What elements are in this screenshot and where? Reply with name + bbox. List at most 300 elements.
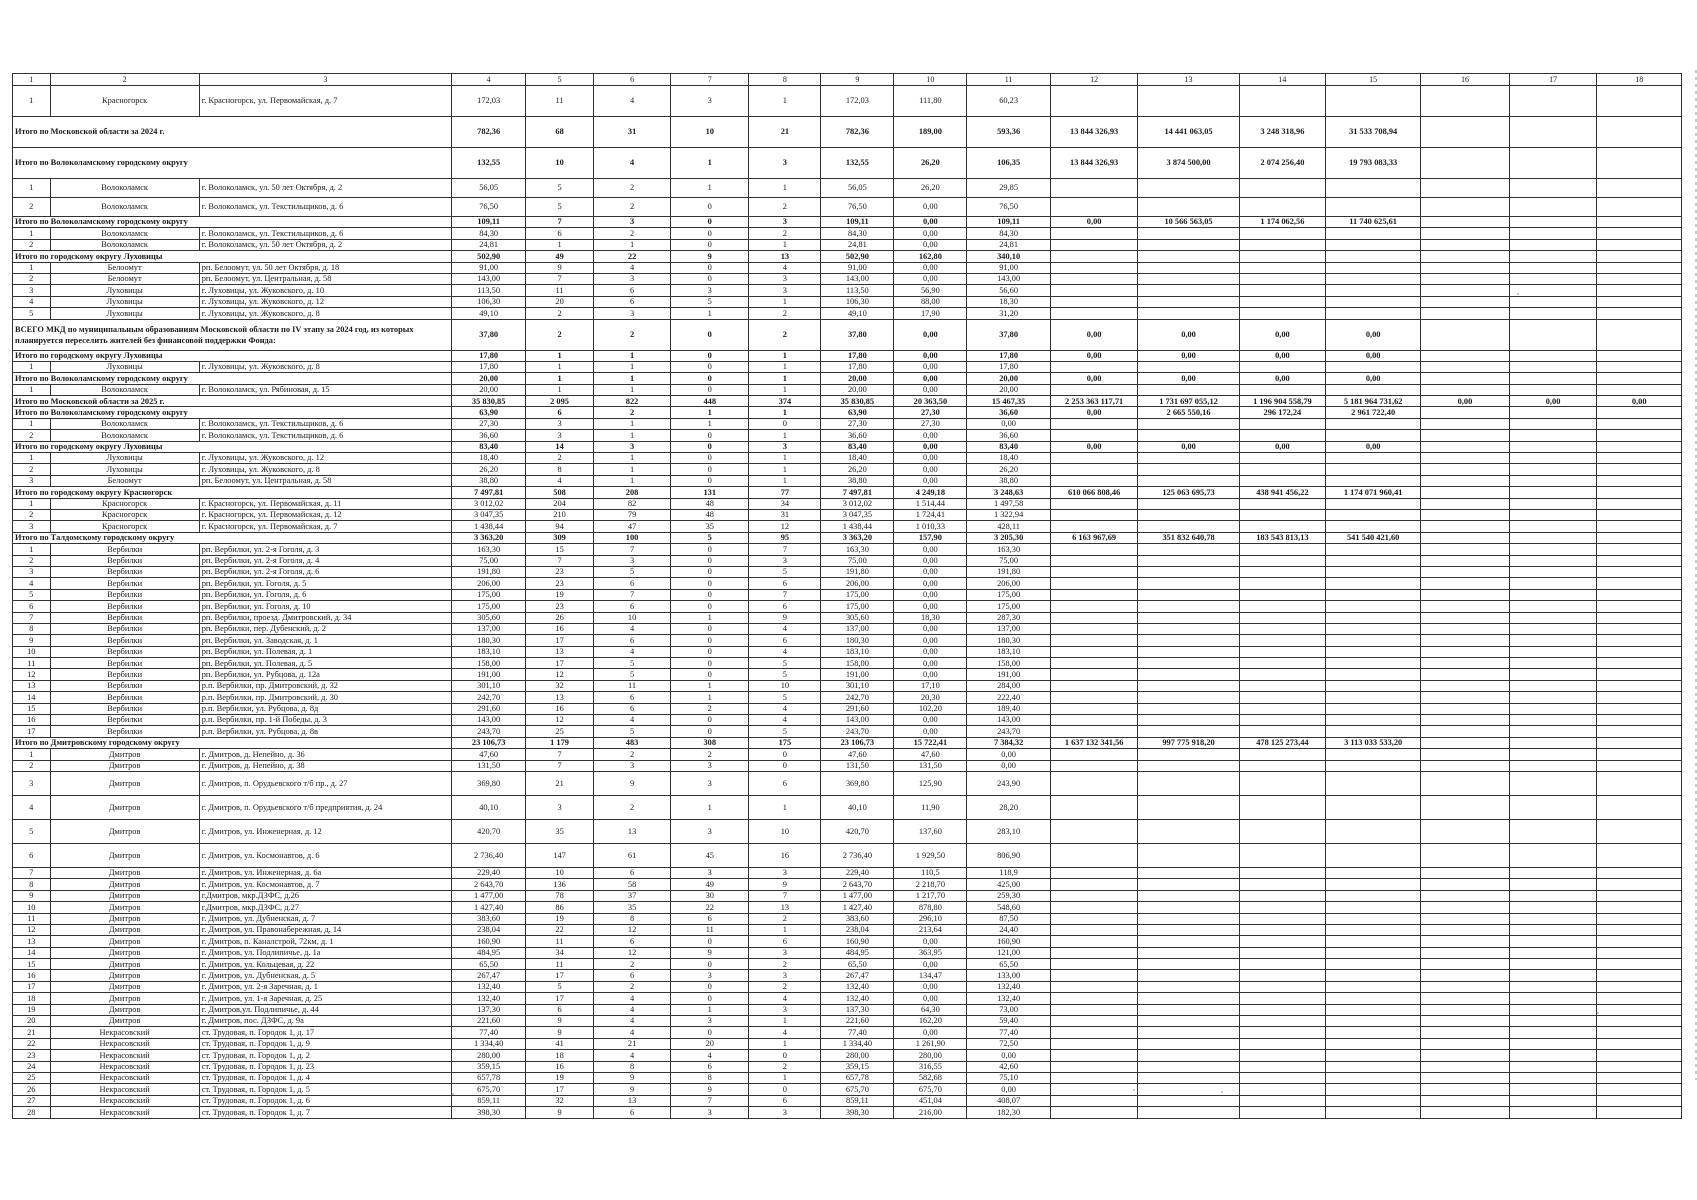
table-cell: 2 [593, 981, 670, 992]
table-cell [1509, 692, 1597, 703]
row-number: 2 [13, 273, 51, 284]
table-cell: 0,00 [1050, 407, 1138, 418]
table-cell [1509, 612, 1597, 623]
subtotal-row [13, 117, 1682, 148]
table-cell: 5 [671, 532, 749, 543]
table-cell [1050, 715, 1138, 726]
subtotal-row [13, 487, 1682, 498]
table-cell [1138, 384, 1239, 395]
table-cell [1597, 771, 1682, 795]
table-cell: 48 [671, 509, 749, 520]
table-cell [1138, 251, 1239, 262]
table-cell: 86 [526, 902, 594, 913]
table-cell: 0,00 [894, 262, 967, 273]
table-cell [1597, 601, 1682, 612]
table-cell: 301,10 [452, 680, 526, 691]
table-cell [1421, 498, 1510, 509]
table-cell: 137,30 [821, 1004, 894, 1015]
table-cell [1326, 555, 1421, 566]
table-cell [1597, 566, 1682, 577]
table-cell [1050, 646, 1138, 657]
table-cell: 143,00 [452, 273, 526, 284]
address: р.п. Вербилки, ул. Рубцова, д. 8в [199, 726, 451, 737]
table-cell [1138, 453, 1239, 464]
address: г. Дмитров, ул. Дубненская, д. 7 [199, 913, 451, 924]
table-cell [1050, 760, 1138, 771]
table-cell [1239, 384, 1326, 395]
table-cell [1421, 843, 1510, 867]
table-cell [1050, 453, 1138, 464]
table-cell: 5 [749, 566, 821, 577]
table-cell: 3 [749, 947, 821, 958]
table-cell [1326, 1107, 1421, 1118]
table-cell: 132,40 [967, 981, 1050, 992]
row-number: 6 [13, 843, 51, 867]
table-cell: 1 [526, 350, 594, 361]
row-number: 16 [13, 715, 51, 726]
table-cell: 0 [671, 601, 749, 612]
table-cell: 3 [671, 1016, 749, 1027]
table-row [13, 970, 1682, 981]
table-cell: 5 [749, 658, 821, 669]
table-cell: 243,70 [821, 726, 894, 737]
table-cell: 3 [749, 1004, 821, 1015]
table-cell: 1 174 071 960,41 [1326, 487, 1421, 498]
row-number: 10 [13, 646, 51, 657]
table-cell [1597, 464, 1682, 475]
table-cell: 4 [749, 623, 821, 634]
table-row [13, 1050, 1682, 1061]
table-cell: 3 [593, 308, 670, 319]
table-cell: 20,30 [894, 692, 967, 703]
subtotal-label: Итого по Волоколамскому городскому округу [13, 407, 452, 418]
table-cell: 16 [749, 843, 821, 867]
table-cell [1239, 947, 1326, 958]
table-cell [1421, 285, 1510, 296]
table-cell: 541 540 421,60 [1326, 532, 1421, 543]
table-cell: 0,00 [894, 646, 967, 657]
table-cell: 132,40 [452, 993, 526, 1004]
column-number: 18 [1597, 74, 1682, 86]
table-cell: 37 [593, 890, 670, 901]
table-cell: 27,30 [894, 418, 967, 429]
table-cell: 0,00 [894, 228, 967, 239]
table-cell [1138, 1084, 1239, 1095]
table-cell [1509, 262, 1597, 273]
table-cell [1326, 612, 1421, 623]
table-cell: 12 [593, 947, 670, 958]
municipality: Белоомут [50, 475, 199, 486]
table-cell: 2 [526, 319, 594, 350]
table-cell [1050, 1073, 1138, 1084]
row-number: 11 [13, 913, 51, 924]
table-cell: 0 [671, 555, 749, 566]
table-cell [1597, 407, 1682, 418]
table-cell: 132,55 [452, 148, 526, 179]
table-cell [1239, 703, 1326, 714]
table-cell [1326, 635, 1421, 646]
table-cell [1050, 251, 1138, 262]
table-cell [1138, 475, 1239, 486]
table-cell [1421, 993, 1510, 1004]
table-cell [1050, 658, 1138, 669]
table-cell [1138, 361, 1239, 372]
table-cell [1421, 749, 1510, 760]
table-cell [1509, 726, 1597, 737]
table-cell [1597, 737, 1682, 748]
table-cell: 14 441 063,05 [1138, 117, 1239, 148]
table-cell: 102,20 [894, 703, 967, 714]
table-cell: 548,60 [967, 902, 1050, 913]
subtotal-row [13, 532, 1682, 543]
municipality: Дмитров [50, 970, 199, 981]
table-cell: 60,23 [967, 86, 1050, 117]
table-cell: 2 [749, 228, 821, 239]
municipality: Дмитров [50, 879, 199, 890]
table-cell: 0 [671, 669, 749, 680]
table-cell [1138, 703, 1239, 714]
table-cell: 1 [671, 407, 749, 418]
table-cell: 280,00 [452, 1050, 526, 1061]
table-cell [1326, 879, 1421, 890]
table-cell: 34 [749, 498, 821, 509]
table-cell: 484,95 [821, 947, 894, 958]
table-cell: 1 477,00 [821, 890, 894, 901]
table-cell [1138, 1061, 1239, 1072]
subtotal-row [13, 148, 1682, 179]
table-cell [1239, 1073, 1326, 1084]
table-cell: 189,40 [967, 703, 1050, 714]
table-cell: 17,80 [821, 350, 894, 361]
table-cell: 7 [593, 589, 670, 600]
table-cell [1050, 361, 1138, 372]
scan-speck [452, 1093, 454, 1095]
table-cell [1509, 373, 1597, 384]
municipality: Красногорск [50, 498, 199, 509]
table-cell [1597, 578, 1682, 589]
table-cell [1326, 867, 1421, 878]
table-cell: 22 [593, 251, 670, 262]
subtotal-row [13, 251, 1682, 262]
table-cell: 40,10 [452, 795, 526, 819]
table-cell [1326, 843, 1421, 867]
table-cell [1421, 612, 1510, 623]
table-cell: 4 [593, 1016, 670, 1027]
table-cell [1239, 430, 1326, 441]
table-cell: 131,50 [452, 760, 526, 771]
table-cell: 180,30 [967, 635, 1050, 646]
table-cell: 17 [526, 658, 594, 669]
table-cell: 19 793 083,33 [1326, 148, 1421, 179]
municipality: Дмитров [50, 867, 199, 878]
table-cell [1597, 239, 1682, 250]
table-cell [1239, 749, 1326, 760]
table-cell: 1 179 [526, 737, 594, 748]
table-cell [1421, 475, 1510, 486]
row-number: 8 [13, 879, 51, 890]
table-cell [1239, 198, 1326, 217]
table-cell: 13 [526, 692, 594, 703]
table-cell [1326, 475, 1421, 486]
table-cell [1597, 487, 1682, 498]
table-cell: 6 [526, 407, 594, 418]
table-cell: 4 [749, 262, 821, 273]
table-cell: 143,00 [821, 273, 894, 284]
table-cell [1509, 509, 1597, 520]
table-cell: 10 [526, 148, 594, 179]
table-cell: 106,35 [967, 148, 1050, 179]
table-cell: 6 [593, 936, 670, 947]
table-row [13, 1107, 1682, 1118]
table-cell: 5 [749, 726, 821, 737]
column-number: 10 [894, 74, 967, 86]
table-cell: 374 [749, 396, 821, 407]
table-cell [1138, 890, 1239, 901]
table-row [13, 198, 1682, 217]
table-cell [1326, 521, 1421, 532]
table-cell: 0,00 [894, 726, 967, 737]
row-number: 10 [13, 902, 51, 913]
table-cell: 0,00 [1138, 319, 1239, 350]
table-cell [1509, 646, 1597, 657]
table-cell: 41 [526, 1038, 594, 1049]
table-cell [1138, 430, 1239, 441]
table-cell: 10 [593, 612, 670, 623]
table-cell: 0,00 [894, 373, 967, 384]
address: г. Дмитров, пос. ДЗФС, д. 9а [199, 1016, 451, 1027]
table-cell [1509, 179, 1597, 198]
address: рп. Белоомут, ул. Центральная, д. 58 [199, 273, 451, 284]
table-cell [1138, 970, 1239, 981]
table-cell: 13 844 326,93 [1050, 117, 1138, 148]
table-cell: 163,30 [452, 544, 526, 555]
table-cell: 0 [671, 228, 749, 239]
table-cell: 6 [526, 1004, 594, 1015]
table-row [13, 555, 1682, 566]
table-cell: 243,90 [967, 771, 1050, 795]
table-cell [1509, 239, 1597, 250]
table-cell [1421, 646, 1510, 657]
table-cell [1239, 1061, 1326, 1072]
table-cell: 3 [749, 273, 821, 284]
table-cell [1326, 578, 1421, 589]
table-cell: 1 724,41 [894, 509, 967, 520]
table-cell: 0,00 [967, 749, 1050, 760]
table-cell [1597, 117, 1682, 148]
table-row [13, 1004, 1682, 1015]
table-row [13, 936, 1682, 947]
table-cell: 24,40 [967, 924, 1050, 935]
table-cell [1421, 680, 1510, 691]
table-cell [1050, 902, 1138, 913]
table-cell [1239, 1095, 1326, 1106]
table-cell [1597, 879, 1682, 890]
table-cell [1138, 589, 1239, 600]
table-cell: 30 [671, 890, 749, 901]
table-cell: 82 [593, 498, 670, 509]
table-cell [1326, 1061, 1421, 1072]
table-cell: 0,00 [894, 430, 967, 441]
table-cell: 1 [671, 612, 749, 623]
address: г. Дмитров, д. Непейно, д. 38 [199, 760, 451, 771]
row-number: 1 [13, 262, 51, 273]
table-cell [1138, 771, 1239, 795]
table-cell [1138, 760, 1239, 771]
table-cell: 0 [671, 475, 749, 486]
table-cell: 65,50 [821, 959, 894, 970]
table-cell: 7 384,32 [967, 737, 1050, 748]
table-cell [1421, 1004, 1510, 1015]
table-cell [1050, 1084, 1138, 1095]
address: г.Дмитров, мкр.ДЗФС, д.27 [199, 902, 451, 913]
table-cell [1050, 384, 1138, 395]
table-cell: 4 [749, 715, 821, 726]
table-cell [1421, 509, 1510, 520]
table-cell: 12 [593, 924, 670, 935]
table-cell: 0,00 [894, 669, 967, 680]
table-cell [1239, 308, 1326, 319]
table-row [13, 464, 1682, 475]
table-cell: 5 [593, 669, 670, 680]
table-cell: 238,04 [452, 924, 526, 935]
address: г. Волоколамск, ул. Текстильщиков, д. 6 [199, 228, 451, 239]
table-cell: 305,60 [821, 612, 894, 623]
table-cell: 47,60 [452, 749, 526, 760]
table-cell [1421, 890, 1510, 901]
table-cell: 18,30 [967, 296, 1050, 307]
table-cell [1421, 566, 1510, 577]
table-cell: 36,60 [967, 430, 1050, 441]
table-cell: 428,11 [967, 521, 1050, 532]
table-cell: 213,64 [894, 924, 967, 935]
table-cell: 2 [749, 913, 821, 924]
municipality: Дмитров [50, 890, 199, 901]
table-cell: 221,60 [452, 1016, 526, 1027]
table-cell: 175 [749, 737, 821, 748]
municipality: Некрасовский [50, 1038, 199, 1049]
row-number: 14 [13, 692, 51, 703]
address: рп. Вербилки, проезд. Дмитровский, д. 34 [199, 612, 451, 623]
table-cell: 75,00 [452, 555, 526, 566]
table-cell [1509, 521, 1597, 532]
table-cell [1138, 296, 1239, 307]
table-cell: 2 736,40 [821, 843, 894, 867]
table-cell: 87,50 [967, 913, 1050, 924]
table-cell: 1 [749, 86, 821, 117]
municipality: Дмитров [50, 795, 199, 819]
table-cell: 7 [526, 760, 594, 771]
table-cell: 6 [593, 970, 670, 981]
table-cell [1326, 228, 1421, 239]
address: г. Дмитров, п. Каналстрой, 72км, д. 1 [199, 936, 451, 947]
table-cell: 1 [671, 692, 749, 703]
table-cell [1138, 228, 1239, 239]
table-cell: 2 [749, 981, 821, 992]
table-cell: 0,00 [894, 623, 967, 634]
table-cell [1326, 262, 1421, 273]
table-cell: 132,40 [452, 981, 526, 992]
table-cell [1509, 902, 1597, 913]
table-cell: 84,30 [967, 228, 1050, 239]
table-row [13, 959, 1682, 970]
table-cell: 3 [593, 441, 670, 452]
table-cell: 2 [593, 198, 670, 217]
table-cell: 484,95 [452, 947, 526, 958]
address: р.п. Вербилки, ул. Рубцова, д. 8д [199, 703, 451, 714]
table-cell: 68 [526, 117, 594, 148]
table-cell [1421, 179, 1510, 198]
table-cell: 309 [526, 532, 594, 543]
table-cell: 28,20 [967, 795, 1050, 819]
table-cell: 63,90 [452, 407, 526, 418]
table-cell: 17,80 [452, 361, 526, 372]
table-cell [1421, 795, 1510, 819]
table-cell [1509, 453, 1597, 464]
table-cell: 1 [749, 407, 821, 418]
table-cell: 35 830,85 [452, 396, 526, 407]
row-number: 1 [13, 179, 51, 198]
table-cell [1597, 760, 1682, 771]
table-cell: 206,00 [452, 578, 526, 589]
table-cell: 40,10 [821, 795, 894, 819]
table-cell [1597, 1061, 1682, 1072]
table-row [13, 658, 1682, 669]
table-cell [1326, 1004, 1421, 1015]
row-number: 5 [13, 308, 51, 319]
table-cell: 0,00 [894, 578, 967, 589]
table-cell [1509, 498, 1597, 509]
table-cell [1050, 692, 1138, 703]
table-cell: 183,10 [967, 646, 1050, 657]
table-row [13, 1084, 1682, 1095]
table-cell: 1 [749, 1073, 821, 1084]
table-cell [1239, 623, 1326, 634]
table-cell [1421, 726, 1510, 737]
table-cell [1138, 819, 1239, 843]
table-cell: 291,60 [821, 703, 894, 714]
table-cell [1050, 981, 1138, 992]
column-number: 12 [1050, 74, 1138, 86]
table-cell: 0,00 [894, 544, 967, 555]
table-cell [1050, 430, 1138, 441]
table-cell [1239, 228, 1326, 239]
table-cell [1326, 285, 1421, 296]
table-cell: 191,80 [821, 566, 894, 577]
table-cell [1597, 179, 1682, 198]
municipality: Белоомут [50, 273, 199, 284]
table-cell [1421, 867, 1510, 878]
table-row [13, 521, 1682, 532]
table-cell: 75,10 [967, 1073, 1050, 1084]
table-cell: 369,80 [452, 771, 526, 795]
table-cell: 0,00 [967, 1084, 1050, 1095]
table-cell: 1 [593, 373, 670, 384]
table-cell: 17 [526, 1084, 594, 1095]
table-cell [1597, 1073, 1682, 1084]
table-cell: 3 [526, 418, 594, 429]
table-cell [1509, 407, 1597, 418]
subtotal-label: Итого по Дмитровскому городскому округу [13, 737, 452, 748]
table-cell: 657,78 [821, 1073, 894, 1084]
table-cell [1326, 623, 1421, 634]
table-cell [1421, 1038, 1510, 1049]
table-cell [1421, 373, 1510, 384]
table-cell [1050, 273, 1138, 284]
table-cell: 162,80 [894, 251, 967, 262]
table-cell: 3 [593, 217, 670, 228]
row-number: 19 [13, 1004, 51, 1015]
table-cell [1138, 1016, 1239, 1027]
